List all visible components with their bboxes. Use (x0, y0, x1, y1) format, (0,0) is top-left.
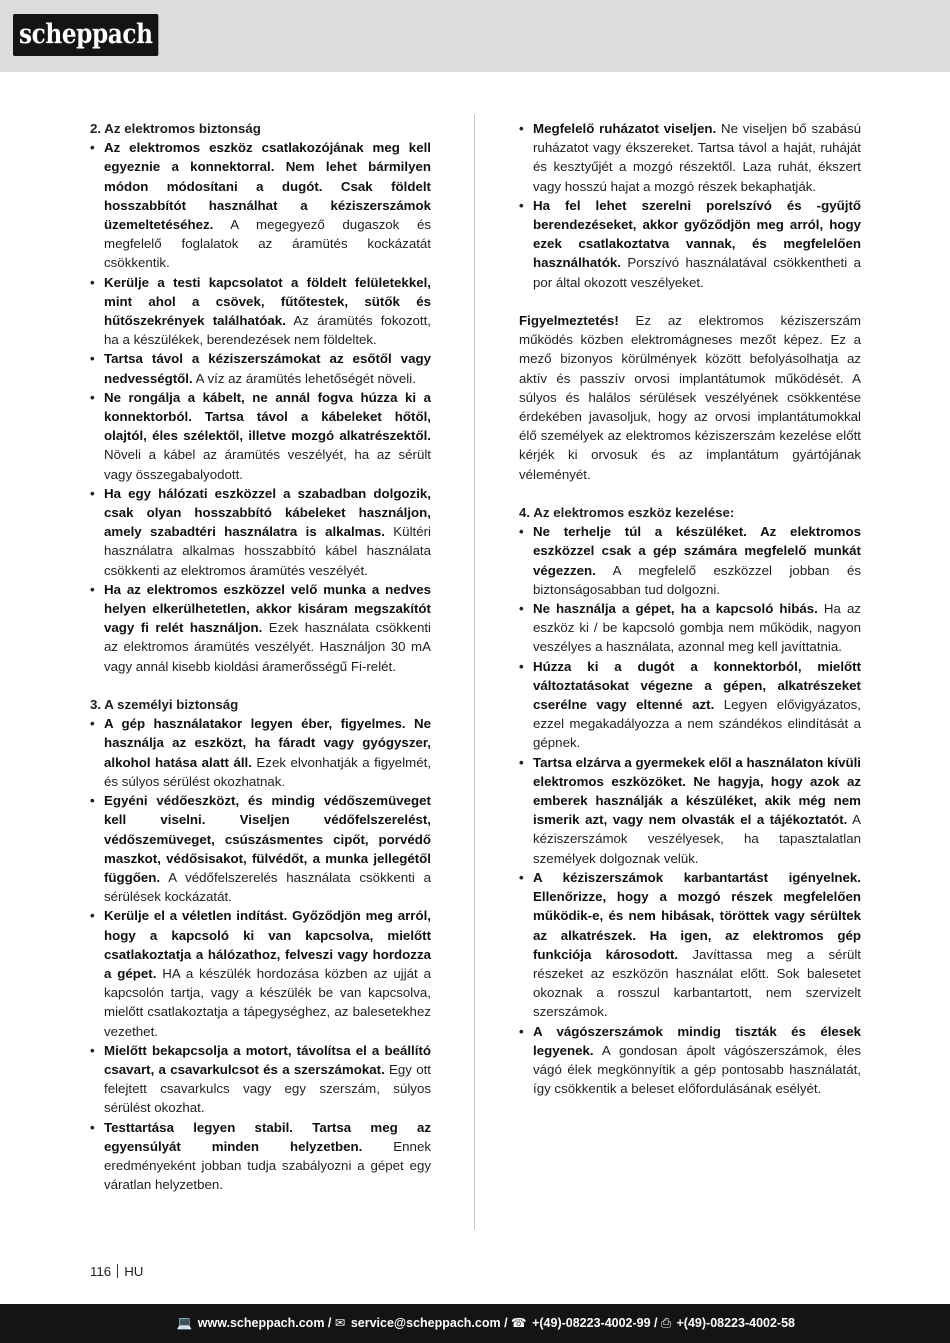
column-divider (474, 114, 475, 1230)
list-item: • Mielőtt bekapcsolja a motort, távolítsa el a beállító csavart, a csavarkulcsot és a szerszámokat. Egy ott felejtett csavarkulcs vagy egy szerszám, súlyos sérülést okozhat. (90, 1041, 431, 1118)
section-heading-personal-safety: 3. A személyi biztonság (90, 697, 239, 713)
list-item: • Kerülje a testi kapcsolatot a földelt felületekkel, mint ahol a csövek, fűtőtestek, sütők és hűtőszekrények találhatóak. Az áramütés fokozott, ha a készülékek, berendezések nem földeltek. (90, 273, 431, 350)
list-item: • Ne használja a gépet, ha a kapcsoló hibás. Ha az eszköz ki / be kapcsoló gombja nem működik, nagyon veszélyes a használata, azonnal meg kell javíttatnia. (519, 599, 861, 657)
list-item: • A kéziszerszámok karbantartást igényelnek. Ellenőrizze, hogy a mozgó részek megfelelően működik-e, és nem hibásak, töröttek vagy sérültek az alkatrészek. Ha igen, az elektromos gép funkciója károsodott. Javíttassa meg a sérült részeket az eszközön használat előtt. Sok balesetet okoznak a rosszul karbantartott, nem szervizelt szerszámok. (519, 868, 861, 1022)
list-item: • Egyéni védőeszközt, és mindig védőszemüveget kell viselni. Viseljen védőfelszerelést, védőszemüveget, csúszásmentes cipőt, porvédő maszkot, védősisakot, fülvédőt, a munka jellegétől függően. A védőfelszerelés használata csökkenti a sérülések kockázatát. (90, 791, 431, 906)
list-item: • Ha egy hálózati eszközzel a szabadban dolgozik, csak olyan hosszabbító kábeleket használjon, amely szabadtéri használatra is alkalmas. Kültéri használatra alkalmas hosszabbító kábel használata csökkenti az elektromos áramütés veszélyét. (90, 484, 431, 580)
envelope-icon: ✉ (334, 1316, 346, 1330)
list-item: • Ne terhelje túl a készüléket. Az elektromos eszközzel csak a gép számára megfelelő munkát végezzen. A megfelelő eszközzel jobban és biztonságosabban tud dolgozni. (519, 522, 861, 599)
page-number: 116 HU (90, 1264, 144, 1279)
section-heading-electrical-safety: 2. Az elektromos biztonság (90, 121, 261, 136)
list-item: • Ha az elektromos eszközzel velő munka a nedves helyen elkerülhetetlen, akkor kisáram megszakítót vagy fi relét használjon. Ezek használata csökkenti az elektromos áramütés veszélyét. Használjon 30 mA vagy annál kisebb kioldási áramerősségű Fi-relét. (90, 580, 431, 676)
laptop-icon: 💻 (176, 1316, 193, 1330)
scheppach-logo: scheppach (13, 14, 159, 56)
phone-icon: ☎ (511, 1316, 527, 1330)
language-code: HU (124, 1264, 144, 1279)
list-item: • Megfelelő ruházatot viseljen. Ne viseljen bő szabású ruházatot vagy ékszereket. Tartsa távol a haját, ruháját és kesztyűjét a mozgó részektől. Laza ruhát, ékszert vagy hosszú hajat a mozgó részek bekaphatják. (519, 119, 861, 196)
warning-label: Figyelmeztetés! (519, 313, 619, 329)
page-footer (0, 1304, 950, 1343)
section-heading-tool-handling: 4. Az elektromos eszköz kezelése: (519, 505, 735, 521)
list-item: • Tartsa távol a kéziszerszámokat az esőtől vagy nedvességtől. A víz az áramütés lehetőségét növeli. (90, 349, 431, 387)
personal-safety-list-continued (519, 119, 861, 292)
list-item: • Kerülje el a véletlen indítást. Győződjön meg arról, hogy a kapcsoló ki van kapcsolva, mielőtt csatlakoztatja a hálózathoz, felveszi vagy hordozza a gépet. HA a készülék hordozása közben az ujját a kapcsolón tartja, vagy a készülék be van kapcsolva, mielőtt csatlakoztatja a tápegységhez, az balesetekhez vezethet. (90, 906, 431, 1040)
website-link[interactable]: www.scheppach.com (197, 1316, 325, 1330)
list-item: • Húzza ki a dugót a konnektorból, mielőtt változtatásokat végezne a gépen, alkatrészeket cserélne vagy eltenné azt. Legyen elővigyázatos, ezzel megakadályozza a nem szándékos elindítását a gépnek. (519, 657, 861, 753)
list-item: • A gép használatakor legyen éber, figyelmes. Ne használja az eszközt, ha fáradt vagy gyógyszer, alkohol hatása alatt áll. Ezek elvonhatják a figyelmét, és súlyos sérülést okozhatnak. (90, 714, 431, 791)
list-item: • Testtartása legyen stabil. Tartsa meg az egyensúlyát minden helyzetben. Ennek eredményeként jobban tudja szabályozni a gépet egy váratlan helyzetben. (90, 1118, 431, 1195)
left-column (90, 119, 431, 1194)
electrical-safety-list (90, 138, 431, 676)
list-item: • A vágószerszámok mindig tiszták és élesek legyenek. A gondosan ápolt vágószerszámok, éles vágó élek megkönnyítik a gép pontosabb használatát, így csökkentik a beleset előfordulásának esélyét. (519, 1022, 861, 1099)
page-header (0, 0, 950, 72)
right-column (519, 119, 861, 1098)
email-link[interactable]: service@scheppach.com (350, 1316, 501, 1330)
phone-number: +(49)-08223-4002-99 (532, 1316, 651, 1330)
fax-icon: ⎙ (661, 1316, 672, 1330)
list-item: • Ha fel lehet szerelni porelszívó és -gyűjtő berendezéseket, akkor győződjön meg arról, hogy ezek csatlakoztatva vannak, és megfelelően használhatók. Porszívó használatával csökkentheti a por által okozott veszélyeket. (519, 196, 861, 292)
fax-number: +(49)-08223-4002-58 (676, 1316, 795, 1330)
list-item: • Ne rongálja a kábelt, ne annál fogva húzza ki a konnektorból. Tartsa távol a kábeleket hőtől, olajtól, éles szélektől, illetve mozgó alkatrészektől. Növeli a kábel az áramütés veszélyét, ha az sérült vagy összegabalyodott. (90, 388, 431, 484)
tool-handling-list (519, 522, 861, 1098)
contact-line: 💻 www.scheppach.com / ✉ service@scheppach.com / ☎ +(49)-08223-4002-99 / ⎙ +(49)-08223-4002-58 (176, 1316, 795, 1330)
warning-paragraph: Figyelmeztetés! Ez az elektromos kéziszerszám működés közben elektromágneses mezőt képez. Ez a mező bizonyos körülmények között befolyásolhatja az aktív és passzív orvosi implantátumok működését. A súlyos és halálos sérülések veszélyének csökkentése érdekében javasoljuk, hogy az orvosi implantátumokkal élő személyek az elektromos kéziszerszám kezelése előtt kérjék ki orvosuk és az implantátum gyártójának véleményét. (519, 313, 861, 482)
list-item: • Az elektromos eszköz csatlakozójának meg kell egyeznie a konnektorral. Nem lehet bármilyen módon módosítani a dugót. Csak földelt hosszabbítót használhat a kéziszerszámok üzemeltetéséhez. A megegyező dugaszok és megfelelő foglalatok az áramütés kockázatát csökkentik. (90, 138, 431, 272)
list-item: • Tartsa elzárva a gyermekek elől a használaton kívüli elektromos eszközöket. Ne hagyja, hogy azok az emberek használják a készüléket, akik még nem ismerik azt, vagy nem olvasták el a tájékoztatót. A kéziszerszámok veszélyesek, ha tapasztalatlan személyek dolgoznak velük. (519, 753, 861, 868)
personal-safety-list (90, 714, 431, 1194)
